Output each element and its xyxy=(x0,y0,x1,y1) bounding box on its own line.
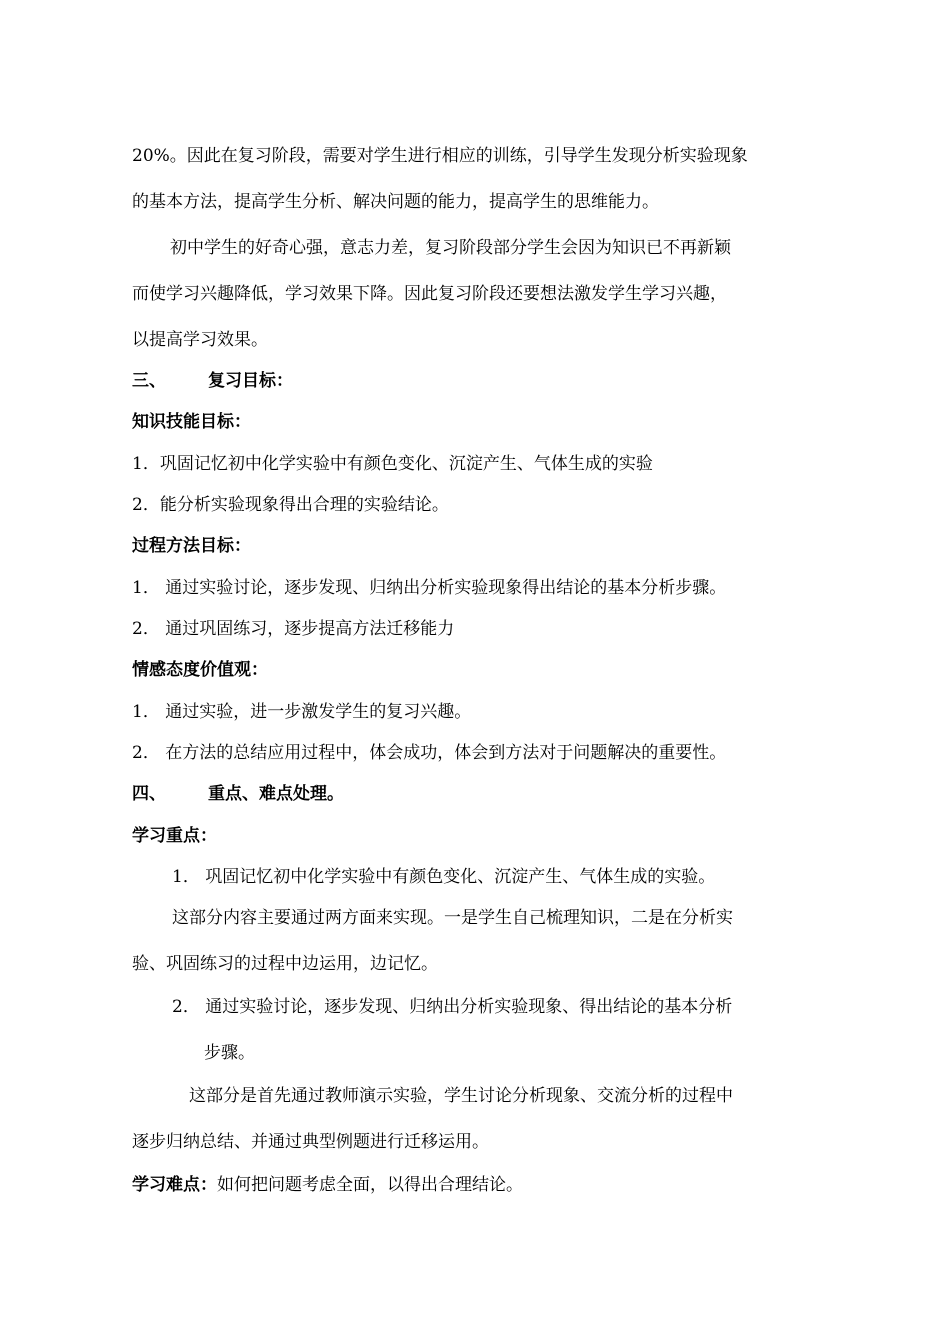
paragraph-line: 这部分是首先通过教师演示实验，学生讨论分析现象、交流分析的过程中 xyxy=(189,1086,733,1106)
section-number: 三、 xyxy=(132,371,166,391)
paragraph-line: 初中学生的好奇心强，意志力差，复习阶段部分学生会因为知识已不再新颖 xyxy=(170,238,731,258)
section-number: 四、 xyxy=(132,784,166,804)
list-item: 2．能分析实验现象得出合理的实验结论。 xyxy=(132,495,449,515)
list-item: 1． 巩固记忆初中化学实验中有颜色变化、沉淀产生、气体生成的实验。 xyxy=(172,867,716,887)
paragraph-line: 这部分内容主要通过两方面来实现。一是学生自己梳理知识，二是在分析实 xyxy=(172,908,733,928)
subheading-process: 过程方法目标： xyxy=(132,536,251,556)
paragraph-line: 验、巩固练习的过程中边运用，边记忆。 xyxy=(132,954,438,974)
list-item: 2． 在方法的总结应用过程中，体会成功，体会到方法对于问题解决的重要性。 xyxy=(132,743,727,763)
paragraph-line: 的基本方法，提高学生分析、解决问题的能力，提高学生的思维能力。 xyxy=(132,192,659,212)
list-item: 1．巩固记忆初中化学实验中有颜色变化、沉淀产生、气体生成的实验 xyxy=(132,454,653,474)
list-item: 2． 通过巩固练习，逐步提高方法迁移能力 xyxy=(132,619,455,639)
subheading-emotion: 情感态度价值观： xyxy=(132,660,268,680)
difficulty-text: 如何把问题考虑全面，以得出合理结论。 xyxy=(217,1175,523,1195)
section-title: 重点、难点处理。 xyxy=(208,784,344,804)
section-title: 复习目标： xyxy=(208,371,293,391)
list-item: 1． 通过实验，进一步激发学生的复习兴趣。 xyxy=(132,702,472,722)
paragraph-line: 逐步归纳总结、并通过典型例题进行迁移运用。 xyxy=(132,1132,489,1152)
list-item: 1． 通过实验讨论，逐步发现、归纳出分析实验现象得出结论的基本分析步骤。 xyxy=(132,578,727,598)
section-heading-3 xyxy=(132,370,293,392)
section-heading-4 xyxy=(132,783,344,805)
difficulty-label: 学习难点： xyxy=(132,1175,217,1195)
list-item-continuation: 步骤。 xyxy=(204,1043,255,1063)
difficulty-line xyxy=(132,1174,523,1196)
paragraph-line: 以提高学习效果。 xyxy=(132,330,268,350)
paragraph-line: 而使学习兴趣降低，学习效果下降。因此复习阶段还要想法激发学生学习兴趣， xyxy=(132,284,727,304)
list-item: 2． 通过实验讨论，逐步发现、归纳出分析实验现象、得出结论的基本分析 xyxy=(172,997,733,1017)
subheading-focus: 学习重点： xyxy=(132,826,217,846)
paragraph-line: 20%。因此在复习阶段，需要对学生进行相应的训练，引导学生发现分析实验现象 xyxy=(132,146,748,166)
subheading-knowledge: 知识技能目标： xyxy=(132,412,251,432)
